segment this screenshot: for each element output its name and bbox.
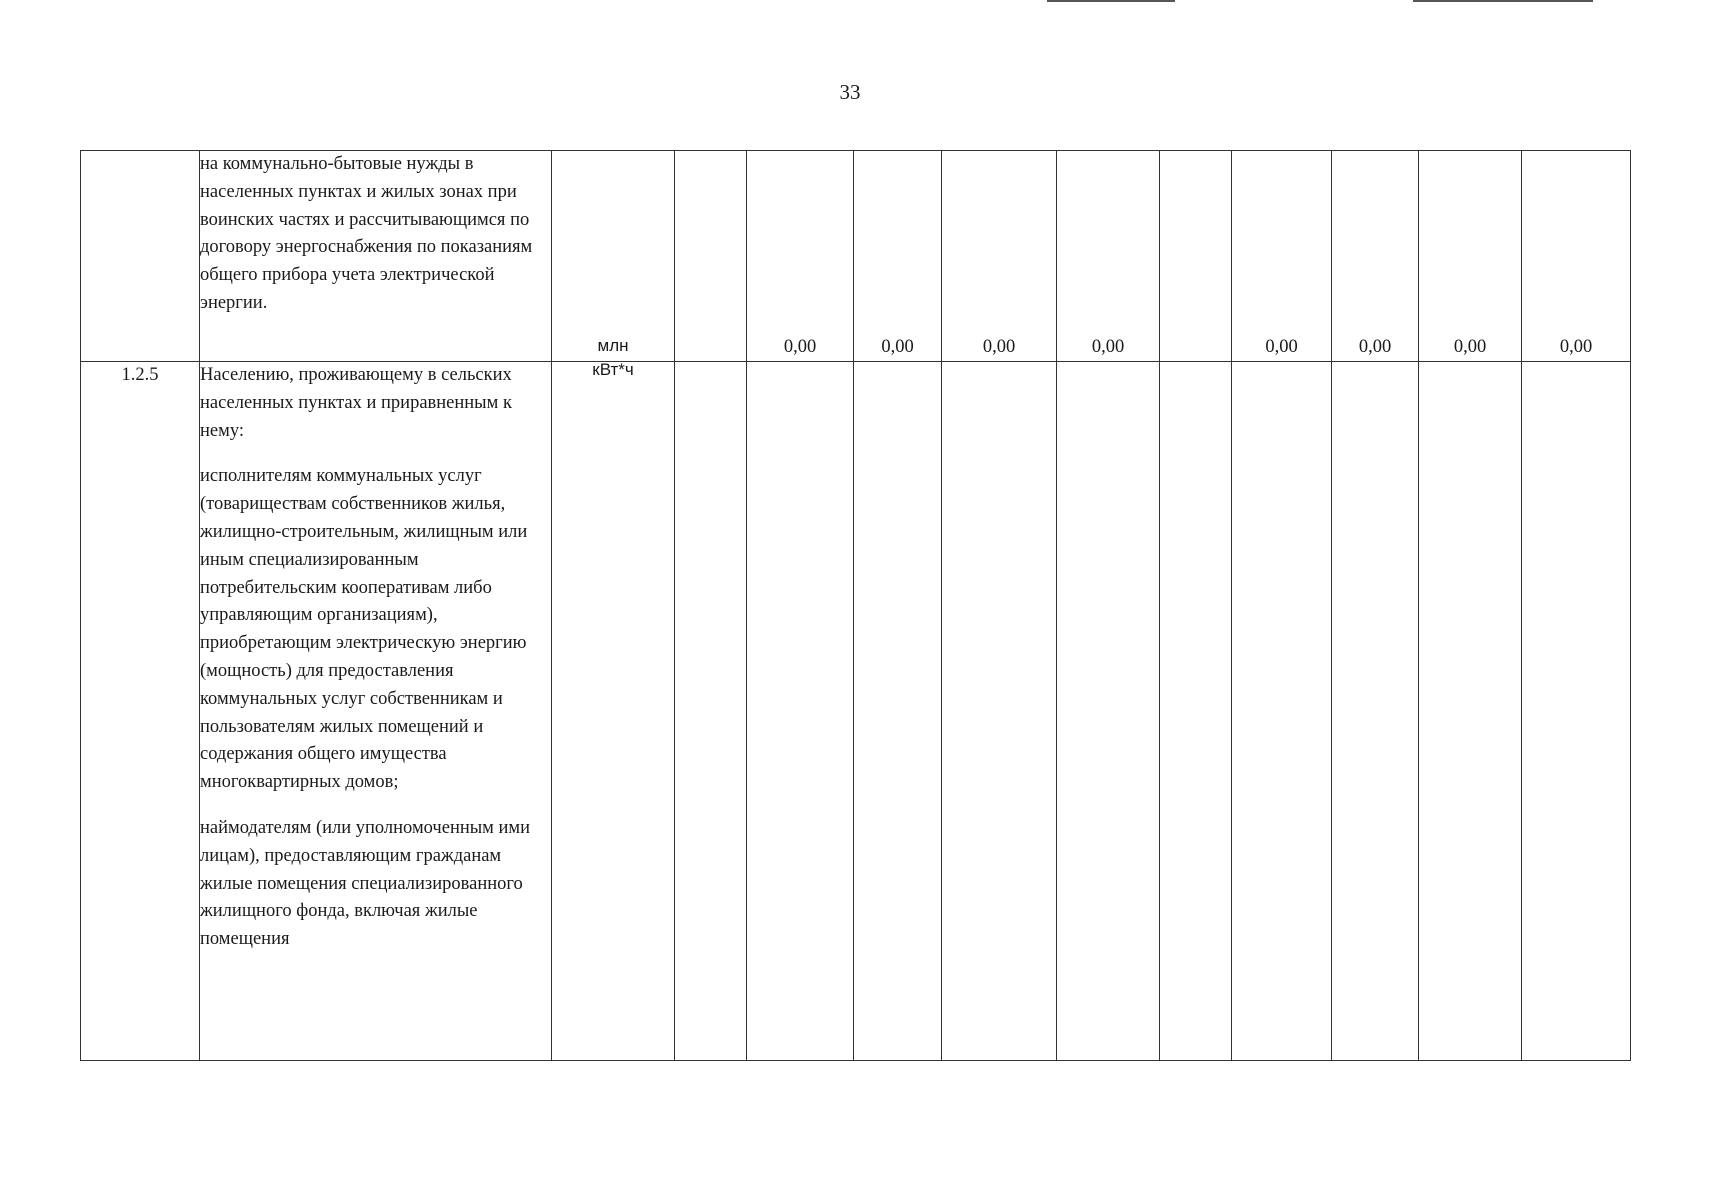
value-cell (1522, 337, 1631, 1061)
value-cell (675, 151, 747, 362)
data-table (80, 150, 1631, 1061)
value-cell (1057, 337, 1160, 1061)
value-cell (854, 337, 942, 1061)
value-cell (1332, 151, 1419, 362)
value-cell (942, 151, 1057, 362)
value-text: 0,00 (881, 337, 914, 357)
description-paragraph: наймодателям (или уполномоченным ими лицам), предоставляющим гражданам жилые помещения специализированного жилищного фонда, включая жилые помещения (200, 817, 531, 950)
value-cell (1419, 151, 1522, 362)
value-cell (1232, 337, 1332, 1061)
top-rule-right (1413, 0, 1593, 2)
value-cell (675, 362, 747, 1061)
unit-label: млн кВт*ч (592, 336, 634, 379)
description-cell (200, 362, 552, 1061)
value-cell (1419, 337, 1522, 1061)
unit-cell (552, 336, 675, 1061)
value-cell (1057, 151, 1160, 362)
value-text: 0,00 (1091, 337, 1125, 357)
unit-cell (552, 151, 675, 362)
row-number-cell: 1.2.5 (81, 362, 200, 1061)
row-number-cell (81, 151, 200, 362)
value-text: 0,00 (1265, 337, 1298, 357)
value-cell (1160, 151, 1232, 362)
table-row (81, 362, 1631, 1061)
page-number: 33 (839, 80, 861, 104)
value-cell (747, 337, 854, 1061)
value-cell (854, 151, 942, 362)
value-text: 0,00 (1559, 337, 1593, 357)
description-paragraph: Населению, проживающему в сельских населенных пунктах и приравненным к нему: (200, 365, 512, 441)
value-cell (1332, 337, 1419, 1061)
table-row (81, 151, 1631, 362)
description-cell (200, 151, 552, 362)
value-cell (942, 337, 1057, 1061)
description-clip (200, 362, 551, 1056)
value-text: 0,00 (982, 337, 1016, 357)
value-text: 0,00 (1358, 337, 1392, 357)
value-cell (747, 151, 854, 362)
value-cell (1160, 362, 1232, 1061)
description-paragraph: на коммунально-бытовые нужды в населенных пунктах и жилых зонах при воинских частях и рассчитывающимся по договору энергоснабжения по показаниям общего прибора учета электрической энергии. (200, 154, 533, 313)
value-text: 0,00 (783, 337, 817, 357)
value-cell (1522, 151, 1631, 362)
value-cell (1232, 151, 1332, 362)
value-text: 0,00 (1453, 337, 1487, 357)
top-rule-left (1047, 0, 1175, 2)
description-paragraph: исполнителям коммунальных услуг (товариществам собственников жилья, жилищно-строительным, жилищным или иным специализированным потребительским кооперативам либо управляющим организациям), приобретающим электрическую энергию (мощность) для предоставления коммунальных услуг собственникам и пользователям жилых помещений и содержания общего имущества многоквартирных домов; (200, 466, 528, 793)
